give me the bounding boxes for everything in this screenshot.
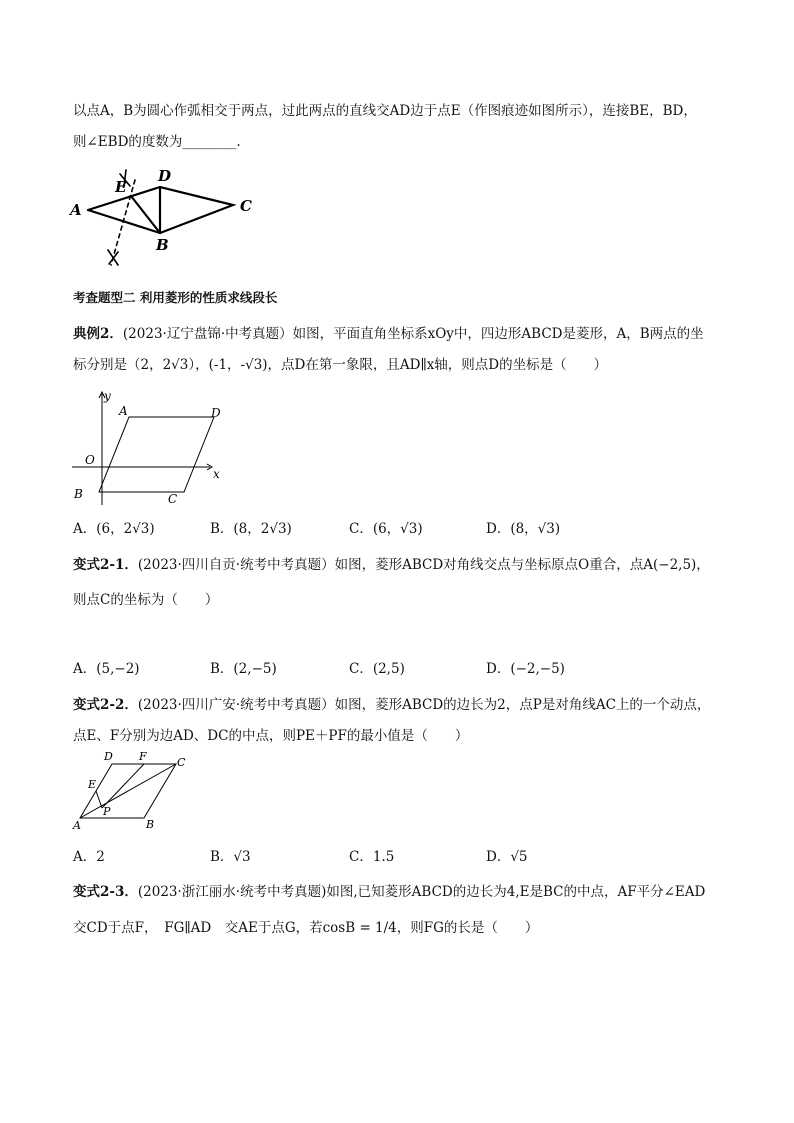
q21-text-line2: 则点C的坐标为（ ） [73,592,219,608]
label-b: B [74,487,83,501]
q21-option-d: D．(−2,−5) [486,661,565,677]
q22-option-c: C．1.5 [349,849,395,865]
q2-option-a: A．(6，2√3) [73,521,155,537]
label-b: B [156,236,169,254]
diagonal-ac [80,764,176,818]
q21-option-c: C．(2,5) [349,661,405,677]
figure-1-rhombus [68,160,268,275]
q1-text-line1: 以点A，B为圆心作弧相交于两点，过此两点的直线交AD边于点E（作图痕迹如图所示），连接BE，BD， [73,103,697,119]
label-f: F [139,750,147,763]
label-x: x [213,467,220,481]
segment-pe [96,791,102,808]
q22-option-a: A．2 [73,849,105,865]
q22-option-b: B．√3 [210,849,251,865]
q21-text-line1 [73,555,710,575]
rhombus-abcd [99,417,214,492]
q2-text-line1 [73,324,704,344]
label-b: B [146,818,155,831]
label-y: y [104,390,111,403]
q22-line1-text: (2023·四川广安·统考中考真题）如图，菱形ABCD的边长为2，点P是对角线AC上的一个动点， [137,697,711,713]
label-e: E [88,778,97,791]
label-d: D [158,167,172,185]
q2-text-line2: 标分别是（2，2√3），(-1，-√3)，点D在第一象限，且AD∥x轴，则点D的坐标是（ ） [73,357,608,373]
label-o: O [85,453,95,467]
q2-label: 典例2． [73,326,123,342]
q23-label: 变式2-3． [73,884,138,900]
label-d: D [104,750,113,763]
q2-option-c: C．(6，√3) [349,521,423,537]
q23-text-line2: 交CD于点F， FG∥AD 交AE于点G，若cosB = 1/4，则FG的长是（ ） [73,920,539,936]
q21-option-a: A．(5,−2) [73,661,140,677]
q21-option-b: B．(2,−5) [210,661,277,677]
label-c: C [168,492,178,506]
figure-2-coordinate-rhombus [70,390,230,508]
label-d: D [211,406,221,420]
label-c: C [240,197,252,215]
q2-line1-text: (2023·辽宁盘锦·中考真题）如图，平面直角坐标系xOy中，四边形ABCD是菱形，A，B两点的坐 [122,326,704,342]
arc-mark-bottom [108,250,118,265]
label-c: C [177,756,186,769]
label-p: P [103,805,111,818]
q1-text-line2: 则∠EBD的度数为________. [73,134,241,150]
section-heading: 考查题型二 利用菱形的性质求线段长 [73,290,278,305]
q21-label: 变式2-1． [73,557,138,573]
label-a: A [119,404,128,418]
q23-line1-text: (2023·浙江丽水·统考中考真题)如图,已知菱形ABCD的边长为4,E是BC的中点，AF平分∠EAD [137,884,706,900]
figure-3-rhombus-pe-pf [72,748,192,833]
q22-option-d: D．√5 [486,849,528,865]
q23-text-line1 [73,882,705,902]
label-e: E [115,178,127,196]
q22-text-line2: 点E、F分别为边AD、DC的中点，则PE＋PF的最小值是（ ） [73,728,469,744]
q22-text-line1 [73,695,710,715]
q2-option-b: B．(8，2√3) [210,521,292,537]
q21-line1-text: (2023·四川自贡·统考中考真题）如图，菱形ABCD对角线交点与坐标原点O重合，点A(−2,5)， [137,557,710,573]
q22-label: 变式2-2． [73,697,138,713]
q2-option-d: D．(8，√3) [486,521,561,537]
label-a: A [70,201,82,219]
label-a: A [73,819,81,832]
